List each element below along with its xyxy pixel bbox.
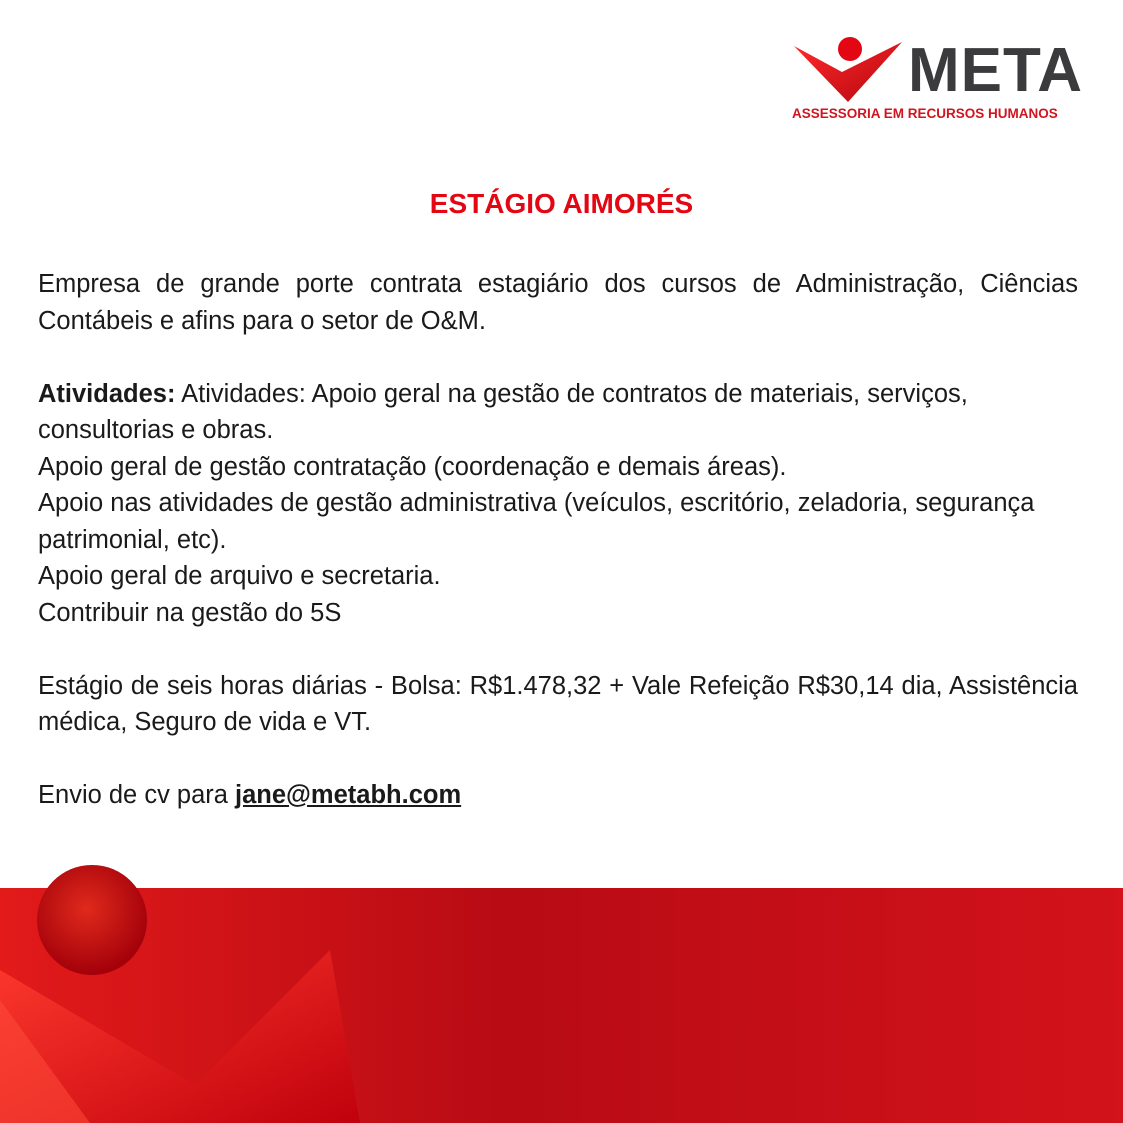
job-description <box>38 266 1078 814</box>
activity-line: Contribuir na gestão do 5S <box>38 598 342 627</box>
logo-wordmark: META <box>908 36 1084 105</box>
footer-decoration <box>0 850 1123 1123</box>
activity-line: Apoio nas atividades de gestão administrativa (veículos, escritório, zeladoria, segurança patrimonial, etc). <box>38 489 1035 554</box>
activities-label: Atividades: <box>38 379 176 408</box>
page-title: ESTÁGIO AIMORÉS <box>429 188 694 219</box>
logo-tagline: ASSESSORIA EM RECURSOS HUMANOS <box>792 106 1058 121</box>
contact-line <box>38 777 1078 814</box>
activities-text: Atividades: Apoio geral na gestão de contratos de materiais, serviços, consultorias e obras. <box>38 379 968 444</box>
contact-prefix: Envio de cv para <box>38 781 236 809</box>
intro-paragraph: Empresa de grande porte contrata estagiário dos cursos de Administração, Ciências Contábeis e afins para o setor de O&M. <box>38 270 1078 335</box>
activity-line: Apoio geral de arquivo e secretaria. <box>38 562 441 590</box>
activity-line: Apoio geral de gestão contratação (coordenação e demais áreas). <box>38 452 787 481</box>
benefits-paragraph: Estágio de seis horas diárias - Bolsa: R$1.478,32 + Vale Refeição R$30,14 dia, Assistência médica, Seguro de vida e VT. <box>38 671 1078 736</box>
contact-email-link[interactable]: jane@metabh.com <box>235 781 462 809</box>
meta-logo <box>790 36 1090 126</box>
meta-figure-icon <box>790 36 910 106</box>
activities-first-line <box>38 376 1078 449</box>
